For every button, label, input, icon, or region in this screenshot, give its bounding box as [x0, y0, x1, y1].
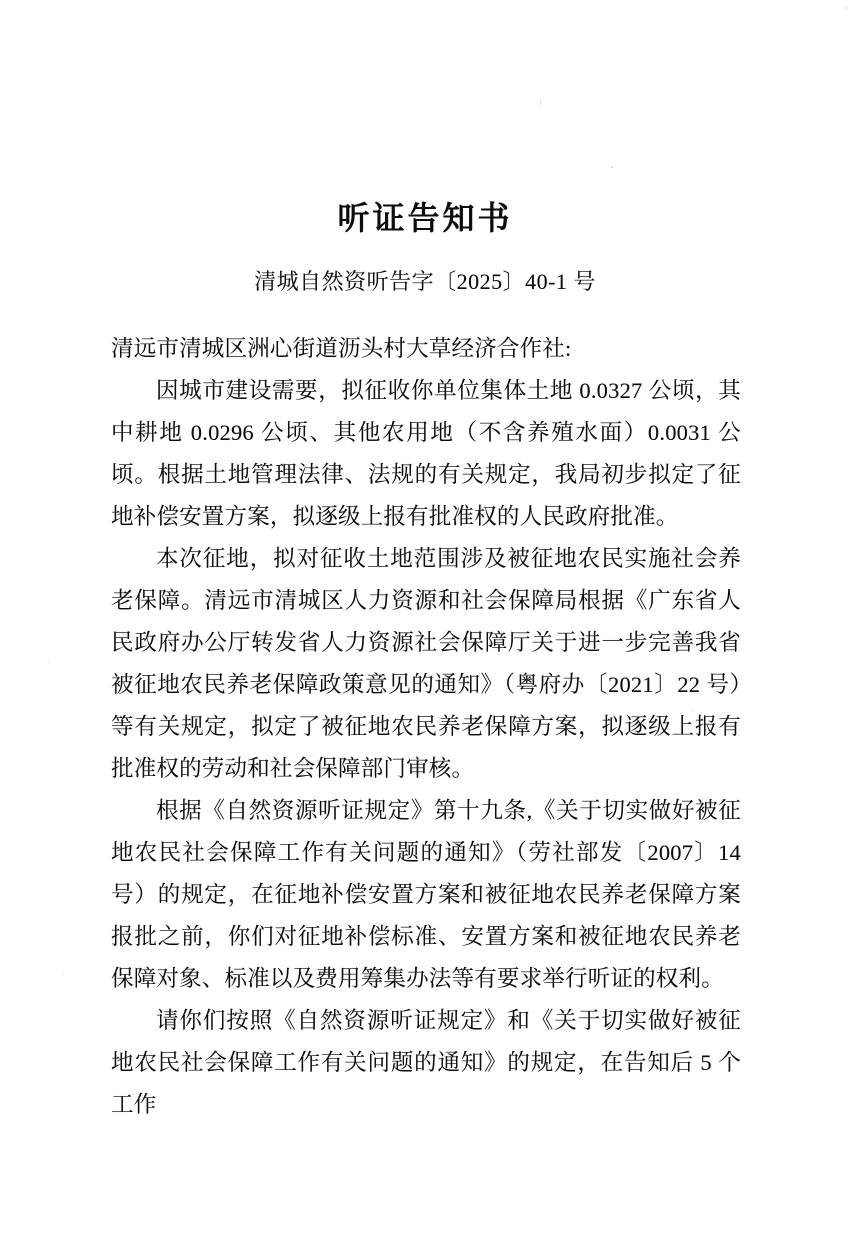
scan-speck [540, 100, 541, 105]
document-body [111, 328, 741, 1126]
body-paragraph-2: 本次征地，拟对征收土地范围涉及被征地农民实施社会养老保障。清远市清城区人力资源和社会保障局根据《广东省人民政府办公厅转发省人力资源社会保障厅关于进一步完善我省被征地农民养老保障政策意见的通知》（粤府办〔2021〕22 号）等有关规定，拟定了被征地农民养老保障方案，拟逐级上报有批准权的劳动和社会保障部门审核。 [111, 546, 741, 781]
body-paragraph-4: 请你们按照《自然资源听证规定》和《关于切实做好被征地农民社会保障工作有关问题的通知》的规定，在告知后 5 个工作 [111, 1008, 741, 1117]
document-title: 听证告知书 [337, 200, 513, 237]
document-serial-number: 清城自然资听告字〔2025〕40-1 号 [254, 269, 596, 294]
body-paragraph-3: 根据《自然资源听证规定》第十九条,《关于切实做好被征地农民社会保障工作有关问题的通知》（劳社部发〔2007〕14 号）的规定，在征地补偿安置方案和被征地农民养老保障方案报批之前，你们对征地补偿标准、安置方案和被征地农民养老保障对象、标准以及费用筹集办法等有要求举行听证的权利。 [111, 798, 741, 991]
scan-speck [845, 7, 847, 9]
scan-speck [611, 166, 613, 168]
body-paragraph-1: 因城市建设需要，拟征收你单位集体土地 0.0327 公顷，其中耕地 0.0296 公顷、其他农用地（不含养殖水面）0.0031 公顷。根据土地管理法律、法规的有关规定，我局初步拟定了征地补偿安置方案，拟逐级上报有批准权的人民政府批准。 [111, 378, 741, 529]
scan-speck [49, 660, 50, 663]
addressee-line: 清远市清城区洲心街道沥头村大草经济合作社: [111, 336, 572, 361]
scan-speck [63, 972, 64, 975]
